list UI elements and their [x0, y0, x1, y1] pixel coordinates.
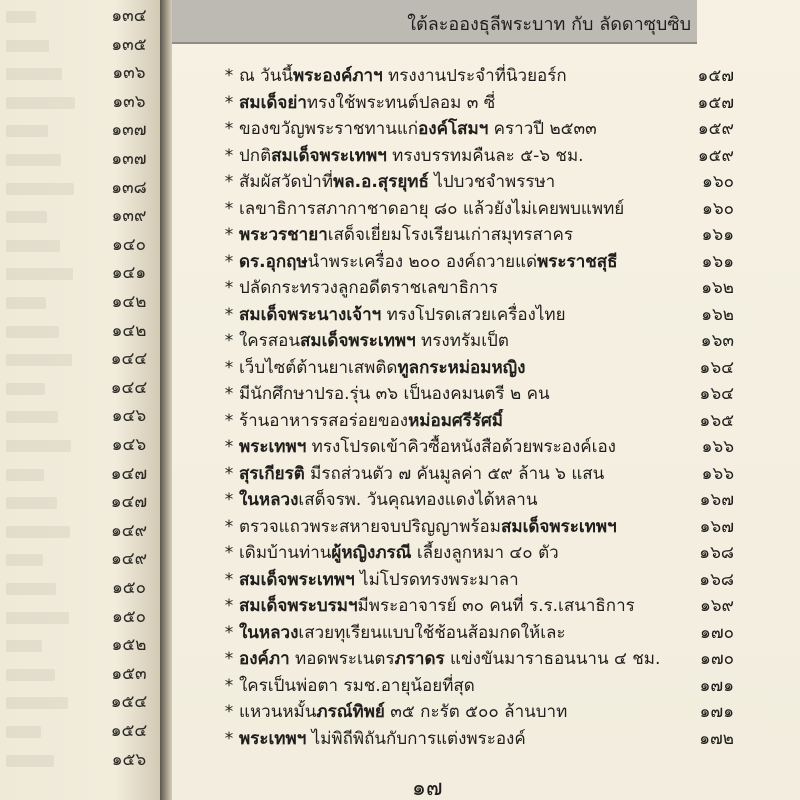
left-page-number: ๑๓๖ [112, 63, 146, 84]
toc-entry-bold-name: พระองค์ภาฯ [292, 66, 383, 86]
left-page-text-fragment [6, 183, 74, 195]
toc-entry-page: ๑๖๑ [701, 251, 734, 272]
toc-entry-bold-name: สมเด็จพระเทพฯ [271, 145, 387, 166]
toc-entry [222, 223, 782, 247]
toc-entry-title [239, 250, 669, 274]
toc-entry-text: เดิมบ้านท่าน [239, 543, 332, 563]
toc-entry [222, 727, 782, 751]
toc-entry-page: ๑๕๙ [697, 119, 734, 139]
toc-entry-bold-name: สมเด็จย่า [239, 92, 307, 113]
left-page-number: ๑๓๘ [111, 177, 147, 198]
toc-entry-title [239, 594, 669, 618]
toc-entry-text: เลี้ยงลูกหมา ๔๐ ตัว [411, 543, 559, 563]
bullet-asterisk: * [224, 702, 234, 722]
toc-entry-bold-name: พล.อ.สุรยุทธ์ [333, 172, 429, 192]
toc-entry [222, 647, 782, 671]
toc-entry [222, 144, 782, 168]
toc-entry-text: คราวปี ๒๕๓๓ [488, 119, 597, 139]
bullet-asterisk: * [224, 278, 234, 298]
toc-entry-page: ๑๖๖ [701, 463, 734, 484]
toc-entry-page: ๑๗๑ [699, 702, 734, 722]
bullet-asterisk: * [224, 331, 234, 351]
left-page-number: ๑๔๖ [111, 435, 147, 455]
toc-entry-text: มีพระอาจารย์ ๓๐ คนที่ ร.ร.เสนาธิการ [357, 596, 635, 616]
toc-entry-title [239, 170, 669, 194]
toc-entry-page: ๑๖๕ [699, 410, 734, 431]
toc-entry-bold-name: สมเด็จพระเทพฯ [500, 516, 617, 537]
left-page-text-fragment [6, 211, 47, 223]
toc-entry-page: ๑๖๒ [701, 304, 734, 325]
bullet-asterisk: * [224, 649, 234, 669]
toc-entry-bold-name: สมเด็จพระเทพฯ [239, 569, 355, 590]
toc-entry-page: ๑๗๐ [700, 649, 734, 669]
left-page-number: ๑๓๔ [111, 6, 147, 26]
header-title: ใต้ละอองธุลีพระบาท กับ ลัดดาซุบซิบ [407, 14, 691, 35]
toc-entry-text: แข่งขันมาราธอนนาน ๔ ชม. [444, 649, 661, 669]
toc-entry-text: มีนักศึกษาปรอ.รุ่น ๓๖ เป็นองคมนตรี ๒ คน [239, 384, 550, 404]
bullet-asterisk: * [224, 410, 234, 431]
toc-entry-title [239, 117, 669, 141]
toc-entry-page: ๑๗๑ [699, 675, 734, 696]
toc-entry-text: เลขาธิการสภากาชาดอายุ ๘๐ แล้วยังไม่เคยพบแพทย์ [239, 198, 625, 219]
bullet-asterisk: * [224, 728, 234, 749]
toc-entry-text: ไปบวชจำพรรษา [428, 172, 556, 192]
toc-entry [222, 621, 782, 645]
bullet-asterisk: * [224, 569, 234, 590]
bullet-asterisk: * [224, 172, 234, 192]
toc-entry-text: ปลัดกระทรวงลูกอดีตราชเลขาธิการ [239, 278, 498, 298]
toc-entry-page: ๑๗๒ [699, 728, 734, 749]
toc-entry-page: ๑๖๔ [699, 384, 734, 404]
toc-entry [222, 594, 782, 618]
toc-entry [222, 250, 782, 274]
bullet-asterisk: * [224, 384, 234, 404]
bullet-asterisk: * [224, 145, 234, 166]
toc-entry-page: ๑๕๙ [697, 145, 734, 166]
left-page-text-fragment [6, 469, 44, 481]
toc-entry-bold-name: ในหลวง [239, 490, 299, 510]
toc-entry [222, 409, 782, 433]
left-page-text-fragment [6, 326, 59, 338]
toc-entry-page: ๑๖๔ [699, 357, 734, 378]
left-page-number: ๑๕๐ [111, 578, 147, 598]
bullet-asterisk: * [224, 622, 234, 643]
toc-entry-title [239, 541, 669, 565]
toc-entry-title [239, 356, 669, 380]
left-page-number: ๑๔๗ [110, 492, 148, 513]
toc-entry-text: ทรงโปรดเสวยเครื่องไทย [381, 304, 566, 325]
left-page-text-fragment [6, 526, 70, 538]
left-page-text-fragment [6, 40, 49, 52]
left-page-number: ๑๕๔ [110, 692, 148, 713]
toc-entry-text: ไม่พิถีพิถันกับการแต่งพระองค์ [306, 728, 526, 749]
toc-entry [222, 435, 782, 459]
toc-entry-text: ทรงบรรทมคืนละ ๕-๖ ชม. [386, 145, 584, 166]
toc-entry-title [239, 197, 669, 221]
toc-entry [222, 329, 782, 353]
toc-entry-title [239, 435, 669, 459]
toc-entry-text: ๓๕ กะรัต ๕๐๐ ล้านบาท [384, 702, 568, 722]
toc-entry-text: ใครสอน [239, 331, 301, 351]
bullet-asterisk: * [224, 92, 234, 113]
toc-entry-bold-name: ทูลกระหม่อมหญิง [397, 357, 526, 378]
left-page-text-fragment [6, 97, 75, 109]
toc-entry [222, 197, 782, 221]
left-page-text-fragment [6, 240, 60, 252]
left-page-text-fragment [6, 154, 61, 166]
toc-entry-page: ๑๖๑ [701, 225, 734, 245]
left-page-text-fragment [6, 411, 58, 423]
left-page-number: ๑๕๖ [111, 749, 147, 770]
toc-entry-text: ทรงทรัมเป็ต [415, 331, 509, 351]
bullet-asterisk: * [224, 251, 234, 272]
toc-entry-page: ๑๖๘ [699, 569, 734, 590]
toc-entry-text: ร้านอาหารรสอร่อยของ [239, 410, 409, 431]
toc-entry-bold-name: พระเทพฯ [239, 728, 307, 749]
left-page-text-fragment [6, 383, 45, 395]
left-page-number: ๑๔๐ [111, 234, 147, 255]
toc-entry-bold-name: สมเด็จพระเทพฯ [300, 331, 416, 351]
toc-entry-bold-name: สมเด็จพระบรมฯ [239, 596, 358, 616]
toc-entry-page: ๑๕๗ [697, 66, 734, 86]
toc-entry-text: ใครเป็นพ่อตา รมช.อายุน้อยที่สุด [239, 675, 475, 696]
left-page-number: ๑๔๗ [110, 463, 148, 484]
left-page-number: ๑๕๔ [110, 721, 148, 741]
toc-entry-text: ณ วันนี้ [239, 66, 293, 86]
left-page-number: ๑๔๙ [110, 549, 148, 570]
toc-entry [222, 462, 782, 486]
left-page-text-fragment [6, 297, 46, 309]
toc-entry-text: ทอดพระเนตร [289, 649, 395, 669]
left-page-text-fragment [6, 726, 41, 738]
toc-entry [222, 117, 782, 141]
toc-entry-text: มีรถส่วนตัว ๗ คันมูลค่า ๕๙ ล้าน ๖ แสน [304, 463, 605, 484]
toc-entry-text: ทรงงานประจำที่นิวยอร์ก [382, 66, 567, 86]
toc-entry-bold-name: พระราชสุธี [537, 251, 618, 272]
left-page-number: ๑๔๑ [111, 263, 147, 284]
toc-entry-page: ๑๖๐ [702, 198, 734, 219]
toc-entry-title [239, 568, 669, 592]
toc-entry-text: ตรวจแถวพระสหายจบปริญญาพร้อม [239, 516, 501, 537]
bullet-asterisk: * [224, 198, 234, 219]
left-page-text-fragment [6, 68, 62, 80]
toc-entry [222, 303, 782, 327]
left-page-text-fragment [6, 583, 56, 595]
toc-entry-text: เว็บไซต์ต้านยาเสพติด [239, 357, 398, 378]
toc-entry-title [239, 674, 669, 698]
toc-entry-title [239, 515, 669, 539]
bullet-asterisk: * [224, 304, 234, 325]
left-page-text-fragment [6, 125, 48, 137]
running-header [172, 0, 697, 44]
toc-entry-title [239, 488, 669, 512]
toc-entry-text: แหวนหมั้น [239, 702, 317, 722]
right-page [172, 0, 800, 800]
bullet-asterisk: * [224, 516, 234, 537]
toc-entry-title [239, 303, 669, 327]
left-page-text-fragment [6, 697, 68, 709]
toc-entry-title [239, 462, 669, 486]
left-page-text-fragment [6, 612, 69, 624]
toc-entry-title [239, 223, 669, 247]
toc-entry-page: ๑๖๓ [700, 331, 734, 351]
toc-entry-title [239, 700, 669, 724]
bullet-asterisk: * [224, 596, 234, 616]
toc-entry-text: นำพระเครื่อง ๒๐๐ องค์ถวายแด่ [307, 251, 538, 272]
toc-entry-title [239, 647, 669, 671]
left-page-number: ๑๓๗ [111, 149, 147, 169]
toc-entry [222, 276, 782, 300]
toc-entry [222, 568, 782, 592]
bullet-asterisk: * [224, 437, 234, 457]
left-page-number: ๑๔๔ [110, 349, 148, 370]
toc-entry-bold-name: องค์ภา [239, 649, 290, 669]
page-number: ๑๗ [412, 776, 443, 800]
left-page-number: ๑๕๐ [111, 606, 147, 627]
toc-entry-title [239, 329, 669, 353]
left-page-number: ๑๔๒ [111, 320, 147, 341]
toc-entry-text: สัมผัสวัดป่าที่ [239, 172, 334, 192]
left-page-text-fragment [6, 669, 55, 681]
left-page-text-fragment [6, 11, 36, 23]
left-page-text-fragment [6, 268, 73, 280]
toc-entry-bold-name: หม่อมศรีรัศมิ์ [408, 410, 503, 431]
toc-entry-text: ทรงใช้พระทนต์ปลอม ๓ ซี่ [306, 92, 496, 113]
left-page-number: ๑๕๒ [111, 635, 147, 656]
toc-entry-title [239, 382, 669, 406]
toc-entry [222, 356, 782, 380]
bullet-asterisk: * [224, 119, 234, 139]
toc-entry-bold-name: ภราดร [394, 649, 445, 669]
toc-entry-bold-name: พระวรชายา [239, 225, 328, 245]
toc-entry-title [239, 409, 669, 433]
toc-entry-page: ๑๖๗ [699, 490, 734, 510]
bullet-asterisk: * [224, 543, 234, 563]
toc-entry-text: ไม่โปรดทรงพระมาลา [354, 569, 519, 590]
toc-entry-page: ๑๗๐ [700, 622, 734, 643]
toc-entry-title [239, 91, 669, 115]
toc-entry [222, 515, 782, 539]
toc-entry-bold-name: พระเทพฯ [239, 437, 307, 457]
toc-entry-page: ๑๖๐ [702, 172, 734, 192]
left-page-text-fragment [6, 354, 72, 366]
toc-entry [222, 674, 782, 698]
toc-entry-page: ๑๖๒ [701, 278, 734, 298]
toc-entry-text: ของขวัญพระราชทานแก่ [239, 119, 419, 139]
left-page-number: ๑๓๗ [111, 120, 147, 141]
bullet-asterisk: * [224, 357, 234, 378]
toc-entry-page: ๑๖๘ [699, 543, 734, 563]
left-page-text-fragment [6, 497, 57, 509]
toc-entry [222, 91, 782, 115]
left-page-number: ๑๕๓ [111, 663, 147, 684]
left-page-text-fragment [6, 554, 43, 566]
toc-entry [222, 64, 782, 88]
left-page-text-fragment [6, 640, 42, 652]
toc-entry-title [239, 727, 669, 751]
left-page-number: ๑๔๖ [111, 406, 147, 427]
left-page-text-fragment [6, 440, 71, 452]
left-page-number: ๑๓๕ [111, 34, 147, 55]
toc-entry-text: ทรงโปรดเข้าคิวซื้อหนังสือด้วยพระองค์เอง [306, 437, 616, 457]
toc-entry-title [239, 64, 669, 88]
toc-entry-bold-name: ดร.อุกฤษ [239, 251, 308, 272]
toc-entry [222, 541, 782, 565]
bullet-asterisk: * [224, 66, 234, 86]
left-page-number: ๑๔๒ [111, 292, 147, 312]
toc-entry-page: ๑๕๗ [697, 92, 734, 113]
left-page-number: ๑๓๙ [111, 206, 147, 227]
toc-entry-text: เสวยทุเรียนแบบใช้ช้อนส้อมกดให้เละ [298, 622, 566, 643]
toc-entry-bold-name: สุรเกียรติ [239, 463, 305, 484]
bullet-asterisk: * [224, 490, 234, 510]
toc-entry-bold-name: ผู้หญิงภรณี [331, 543, 412, 563]
left-page-number: ๑๔๙ [110, 520, 148, 541]
toc-entry [222, 170, 782, 194]
toc-entry-bold-name: องค์โสมฯ [418, 119, 489, 139]
left-page-number: ๑๔๔ [110, 377, 148, 398]
left-page-text-fragment [6, 755, 54, 767]
toc-entry-page: ๑๖๙ [699, 596, 734, 616]
toc-entry-bold-name: สมเด็จพระนางเจ้าฯ [239, 304, 382, 325]
toc-entry-text: ปกติ [239, 145, 272, 166]
bullet-asterisk: * [224, 675, 234, 696]
left-page [0, 0, 165, 800]
toc-entry-title [239, 276, 669, 300]
toc-entry-bold-name: ในหลวง [239, 622, 299, 643]
toc-entry-text: เสด็จรพ. วันคุณทองแดงได้หลาน [298, 490, 538, 510]
bullet-asterisk: * [224, 225, 234, 245]
toc-entry-page: ๑๖๗ [699, 516, 734, 537]
toc-entry-page: ๑๖๖ [701, 437, 734, 457]
toc-entry [222, 382, 782, 406]
toc-entry-title [239, 621, 669, 645]
toc-entry-bold-name: ภรณ์ทิพย์ [316, 702, 385, 722]
toc-entry [222, 488, 782, 512]
toc-entry-text: เสด็จเยี่ยมโรงเรียนเก่าสมุทรสาคร [327, 225, 573, 245]
toc-entry [222, 700, 782, 724]
bullet-asterisk: * [224, 463, 234, 484]
left-page-number: ๑๓๖ [112, 91, 146, 112]
toc-entry-title [239, 144, 669, 168]
